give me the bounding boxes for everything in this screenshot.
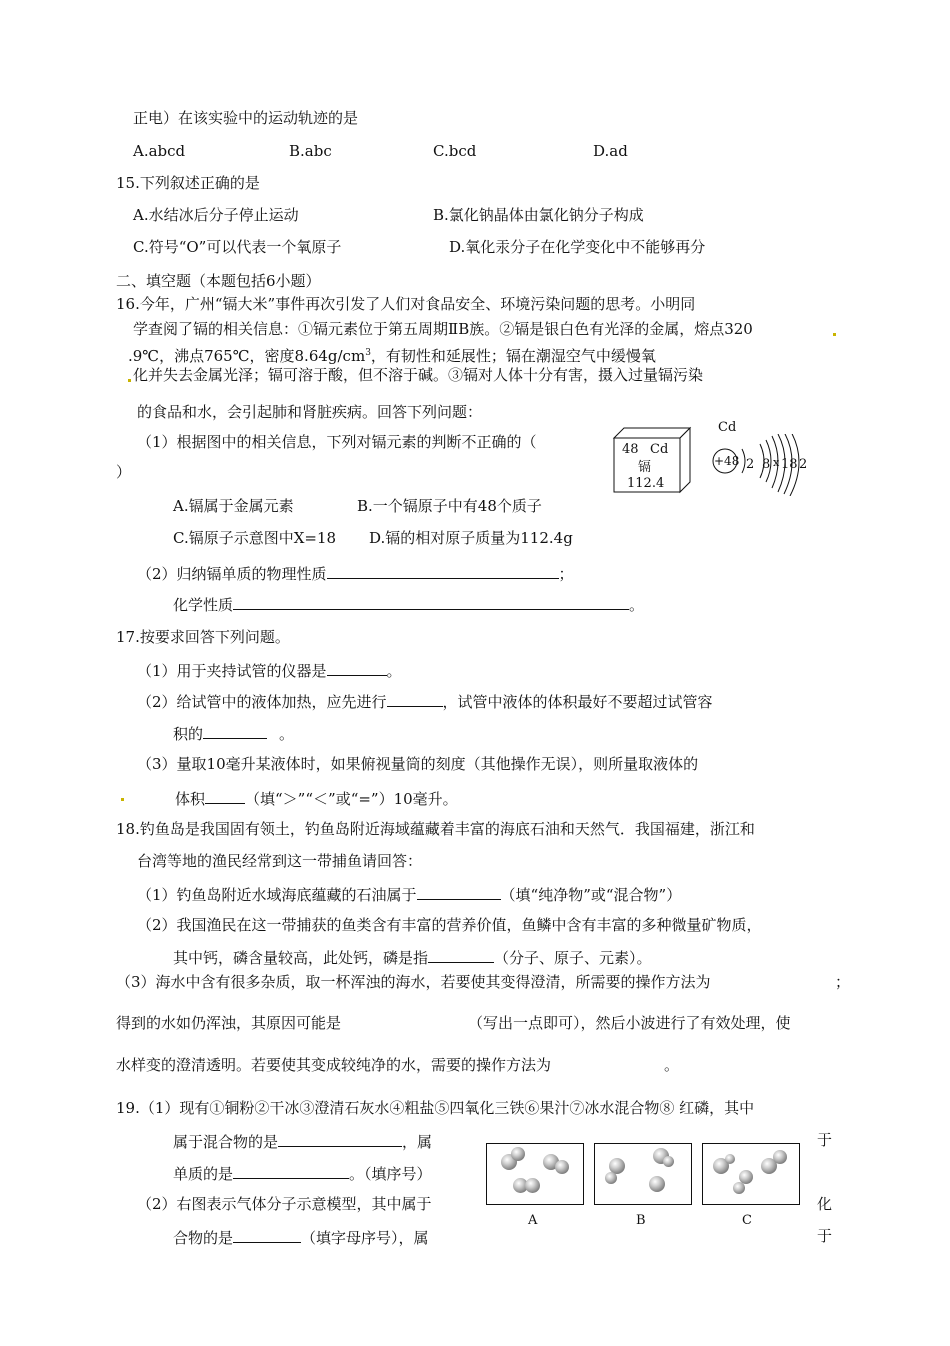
molecule-label-c: C: [742, 1213, 752, 1228]
q15-stem: 15.下列叙述正确的是: [116, 174, 260, 192]
element-symbol: Cd: [650, 442, 669, 457]
q15-option-a: A.水结冰后分子停止运动: [133, 206, 299, 224]
q18-line-2: 台湾等地的渔民经常到这一带捕鱼请回答：: [137, 852, 423, 870]
shell-4: 18: [781, 457, 798, 472]
stray-mark: [833, 333, 836, 336]
q17-part-1: （1）用于夹持试管的仪器是 。: [137, 659, 402, 681]
molecule-box-a: [486, 1143, 584, 1205]
q16-line-4: 化并失去金属光泽；镉可溶于酸，但不溶于碱。③镉对人体十分有害，摄入过量镉污染: [133, 366, 704, 384]
q16-line-3: .9℃，沸点765℃，密度$8.64g/cm^3$，有韧性和延展性；镉在潮湿空气中缓慢氧: [128, 347, 656, 365]
atom-label: Cd: [718, 420, 737, 435]
element-number: 48: [622, 442, 639, 457]
q19-part-2-end: 化: [817, 1195, 833, 1213]
q15-option-c: C.符号“O”可以代表一个氧原子: [133, 238, 342, 256]
compound-blank[interactable]: [233, 1226, 301, 1243]
stray-mark: [128, 379, 131, 382]
element-type-blank[interactable]: [428, 946, 494, 963]
molecule-box-b: [594, 1143, 692, 1205]
q14-option-b: B.abc: [289, 142, 332, 160]
q14-option-c: C.bcd: [433, 142, 477, 160]
molecule-label-a: A: [528, 1213, 538, 1228]
physical-property-blank[interactable]: [327, 562, 559, 579]
q16-line-1: 16.今年，广州“镉大米”事件再次引发了人们对食品安全、环境污染问题的思考。小明同: [116, 295, 696, 313]
preheat-blank[interactable]: [387, 690, 443, 707]
q18-part-3-line-2a: 得到的水如仍浑浊，其原因可能是: [116, 1014, 342, 1032]
q17-part-3-cont: 体积 （填“＞”“＜”或“=”）10毫升。: [175, 787, 458, 809]
molecule-label-b: B: [636, 1213, 646, 1228]
atom-nucleus: +48: [714, 454, 740, 468]
q16-option-d: D.镉的相对原子质量为112.4g: [369, 529, 573, 547]
shell-1: 2: [746, 457, 755, 472]
q17-part-3: （3）量取10毫升某液体时，如果俯视量筒的刻度（其他操作无误），则所量取液体的: [137, 755, 699, 773]
q16-line-2: 学查阅了镉的相关信息：①镉元素位于第五周期ⅡB族。②镉是银白色有光泽的金属，熔点320: [133, 320, 753, 338]
q16-part-1-paren: ）: [116, 463, 132, 481]
q17-part-2-cont: 积的 。: [173, 722, 294, 744]
q18-part-2-cont: 其中钙，磷含量较高，此处钙，磷是指 （分子、原子、元素）。: [173, 946, 652, 968]
shell-3: x: [773, 456, 780, 469]
q19-line-2-end: 于: [817, 1131, 833, 1149]
q16-option-b: B.一个镉原子中有48个质子: [357, 497, 542, 515]
q16-option-c: C.镉原子示意图中X=18: [173, 529, 337, 547]
element-mass: 112.4: [627, 476, 665, 491]
clamp-blank[interactable]: [327, 659, 387, 676]
mixture-blank[interactable]: [278, 1130, 402, 1147]
q16-part-2b: 化学性质 。: [173, 593, 644, 615]
element-blank[interactable]: [233, 1162, 349, 1179]
q18-part-3: （3）海水中含有很多杂质，取一杯浑浊的海水，若要使其变得澄清，所需要的操作方法为: [116, 973, 711, 991]
q17-part-2: （2）给试管中的液体加热，应先进行 ，试管中液体的体积最好不要超过试管容: [137, 690, 713, 712]
section-heading: 二、填空题（本题包括6小题）: [116, 272, 321, 290]
q15-option-d: D.氧化汞分子在化学变化中不能够再分: [449, 238, 706, 256]
q16-line-5: 的食品和水，会引起肺和肾脏疾病。回答下列问题：: [137, 403, 483, 421]
q18-part-3-line-2b: （写出一点即可），然后小波进行了有效处理，使: [468, 1014, 791, 1032]
q18-part-3-end: 。: [664, 1056, 680, 1074]
element-name: 镉: [638, 460, 652, 475]
volume-compare-blank[interactable]: [205, 787, 245, 804]
q17-stem: 17.按要求回答下列问题。: [116, 628, 290, 646]
q18-line-1: 18.钓鱼岛是我国固有领土，钓鱼岛附近海域蕴藏着丰富的海底石油和天然气．我国福建，浙江和: [116, 820, 755, 838]
shell-5: 2: [799, 457, 808, 472]
q16-part-1: （1）根据图中的相关信息，下列对镉元素的判断不正确的（: [137, 433, 537, 451]
q14-option-d: D.ad: [593, 142, 628, 160]
q19-part-2: （2）右图表示气体分子示意模型，其中属于: [137, 1195, 432, 1213]
shell-2: 8: [762, 457, 771, 472]
q18-part-2: （2）我国渔民在这一带捕获的鱼类含有丰富的营养价值，鱼鳞中含有丰富的多种微量矿物质，: [137, 916, 762, 934]
q18-part-3-semicolon: ；: [835, 973, 851, 991]
q19-mixture: 属于混合物的是 ，属: [173, 1130, 432, 1152]
q18-part-1: （1）钓鱼岛附近水域海底蕴藏的石油属于 （填“纯净物”或“混合物”）: [137, 883, 681, 905]
stray-mark: [121, 798, 124, 801]
q16-part-2a: （2）归纳镉单质的物理性质 ；: [137, 562, 574, 584]
q19-compound: 合物的是 （填字母序号），属: [173, 1226, 429, 1248]
molecule-box-c: [702, 1143, 800, 1205]
q14-option-a: A.abcd: [133, 142, 186, 160]
q16-option-a: A.镉属于金属元素: [173, 497, 294, 515]
volume-fraction-blank[interactable]: [203, 722, 267, 739]
q14-continuation: 正电）在该实验中的运动轨迹的是: [133, 109, 359, 127]
q19-line-5-end: 于: [817, 1227, 833, 1245]
q18-part-3-line-3: 水样变的澄清透明。若要使其变成较纯净的水，需要的操作方法为: [116, 1056, 552, 1074]
chemical-property-blank[interactable]: [233, 593, 629, 610]
petroleum-blank[interactable]: [417, 883, 501, 900]
q15-option-b: B.氯化钠晶体由氯化钠分子构成: [433, 206, 644, 224]
q19-line-1: 19.（1）现有①铜粉②干冰③澄清石灰水④粗盐⑤四氧化三铁⑥果汁⑦冰水混合物⑧ 红磷，其中: [116, 1099, 755, 1117]
q19-element: 单质的是 。（填序号）: [173, 1162, 432, 1184]
